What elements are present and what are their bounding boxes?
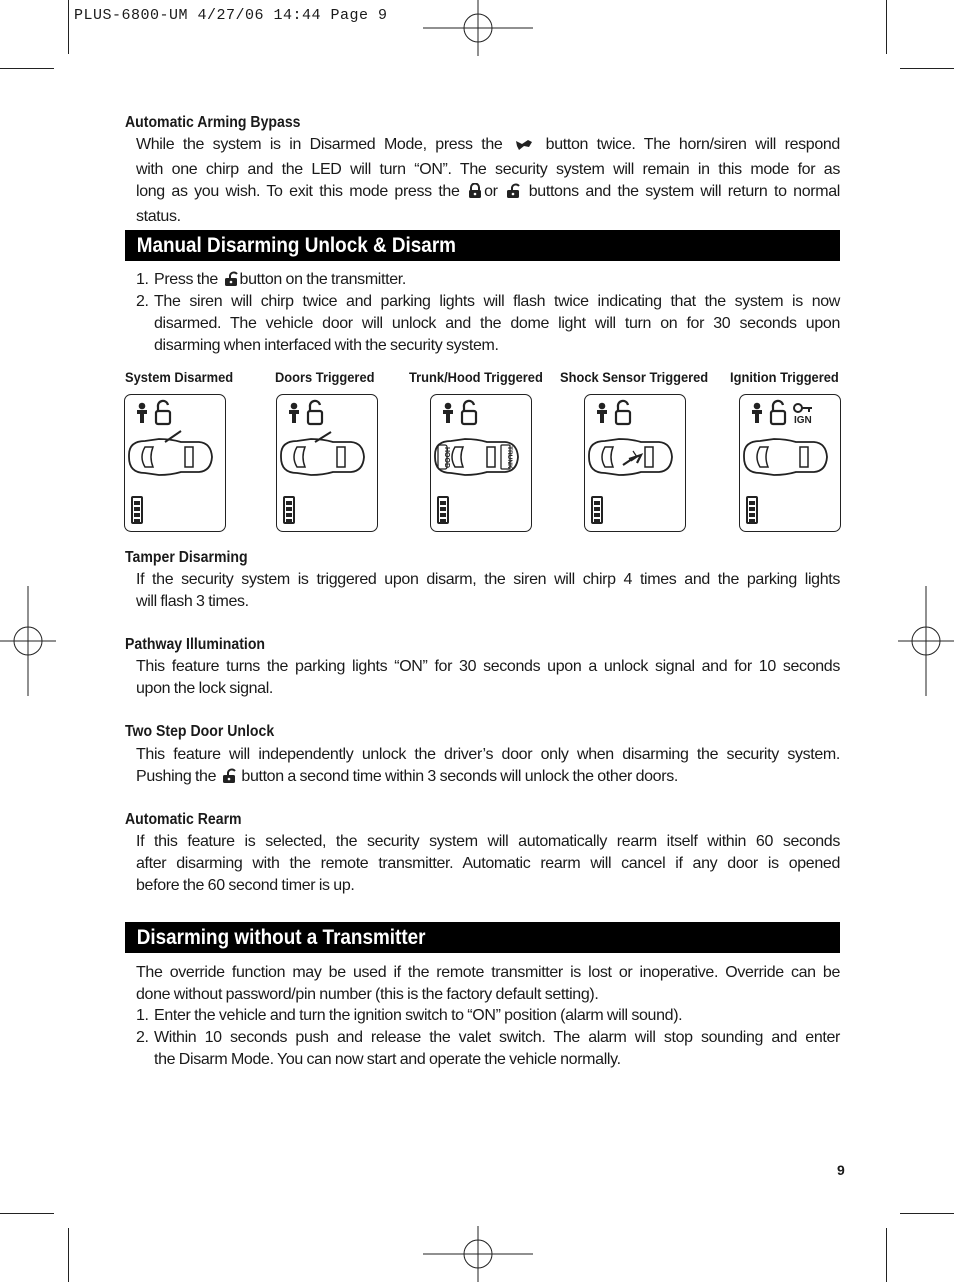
paragraph-automatic-rearm [136, 831, 840, 897]
car-icon-door-open [277, 395, 377, 531]
car-icon-door-open [125, 395, 225, 531]
manual-step-2 [154, 291, 840, 357]
print-slug: PLUS-6800-UM 4/27/06 14:44 Page 9 [74, 7, 388, 24]
text-line: status. [136, 208, 181, 225]
text-line: The override function may be used if the remote transmitter is lost or inoperative. Override can be [136, 964, 840, 981]
car-icon-shock [585, 395, 685, 531]
lcd-panel-trunk-hood [430, 394, 532, 532]
manual-step-1: 1. Press the button on the transmitter. [136, 269, 406, 294]
heading-auto-arming-bypass: Automatic Arming Bypass [125, 114, 301, 131]
override-step-2 [154, 1027, 840, 1071]
text-line: with one chirp and the LED will turn “ON”. The security system will remain in this mode for as [136, 161, 840, 178]
unlock-icon [506, 183, 520, 206]
unlock-icon [222, 768, 236, 791]
lcd-panel-shock [584, 394, 686, 532]
registration-mark-top [423, 0, 533, 56]
text-line: Pushing the button a second time within 3 seconds will unlock the other doors. [136, 766, 840, 791]
status-label-ignition: Ignition Triggered [730, 369, 839, 385]
page-number: 9 [837, 1162, 845, 1178]
text-line: the Disarm Mode. You can now start and operate the vehicle normally. [154, 1051, 621, 1068]
override-step-1: 1. Enter the vehicle and turn the ignition switch to “ON” position (alarm will sound). [136, 1007, 683, 1024]
heading-automatic-rearm: Automatic Rearm [125, 811, 242, 828]
text-line: This feature turns the parking lights “ON” for 30 seconds upon a unlock signal and for 10 seconds [136, 658, 840, 675]
text-line: If this feature is selected, the security system will automatically rearm itself within 60 seconds [136, 833, 840, 850]
lock-icon [468, 183, 482, 206]
lcd-panel-doors [276, 394, 378, 532]
manual-step-2-num: 2. [136, 293, 149, 310]
text-line: Within 10 seconds push and release the valet switch. The alarm will stop sounding and enter [154, 1029, 840, 1046]
text-line: This feature will independently unlock the driver’s door only when disarming the security system. [136, 746, 840, 763]
text-line: will flash 3 times. [136, 593, 249, 610]
section-banner-manual-disarming: Manual Disarming Unlock & Disarm [125, 230, 840, 261]
registration-mark-right [898, 586, 954, 696]
lcd-panel-ignition [739, 394, 841, 532]
text-line: While the system is in Disarmed Mode, press the button twice. The horn/siren will respond [136, 134, 840, 159]
text-line: The siren will chirp twice and parking lights will flash twice indicating that the system is now [154, 293, 840, 310]
paragraph-auto-arming-bypass [136, 134, 840, 228]
text-line: disarming when interfaced with the security system. [154, 337, 499, 354]
heading-tamper-disarming: Tamper Disarming [125, 549, 248, 566]
status-label-shock: Shock Sensor Triggered [560, 369, 709, 385]
car-shortcut-icon [513, 137, 535, 159]
text-line: disarmed. The vehicle door will unlock and the dome light will turn on for 30 seconds upon [154, 315, 840, 332]
paragraph-pathway-illumination [136, 656, 840, 700]
registration-mark-left [0, 586, 56, 696]
text-line: long as you wish. To exit this mode press the or buttons and the system will return to normal [136, 181, 840, 206]
status-label-disarmed: System Disarmed [125, 369, 234, 385]
text-line: done without password/pin number (this is the factory default setting). [136, 986, 599, 1003]
registration-mark-bottom [423, 1226, 533, 1282]
ign-label: IGN [794, 415, 812, 426]
lcd-panel-disarmed [124, 394, 226, 532]
text-line: upon the lock signal. [136, 680, 274, 697]
paragraph-tamper-disarming [136, 569, 840, 613]
paragraph-two-step-unlock [136, 744, 840, 791]
paragraph-override-intro [136, 962, 840, 1006]
trunk-label: TRUNK [506, 446, 513, 469]
heading-two-step-unlock: Two Step Door Unlock [125, 723, 275, 740]
car-icon-ignition [740, 395, 840, 531]
text-line: If the security system is triggered upon disarm, the siren will chirp 4 times and the parking lights [136, 571, 840, 588]
status-label-doors: Doors Triggered [275, 369, 375, 385]
section-banner-no-transmitter: Disarming without a Transmitter [125, 922, 840, 953]
status-label-trunk-hood: Trunk/Hood Triggered [409, 369, 543, 385]
override-step-2-num: 2. [136, 1029, 149, 1046]
hood-label: HOOD [443, 447, 450, 468]
car-icon-hood-trunk [431, 395, 531, 531]
text-line: before the 60 second timer is up. [136, 877, 355, 894]
text-line: after disarming with the remote transmitter. Automatic rearm will cancel if any door is opened [136, 855, 840, 872]
heading-pathway-illumination: Pathway Illumination [125, 636, 266, 653]
